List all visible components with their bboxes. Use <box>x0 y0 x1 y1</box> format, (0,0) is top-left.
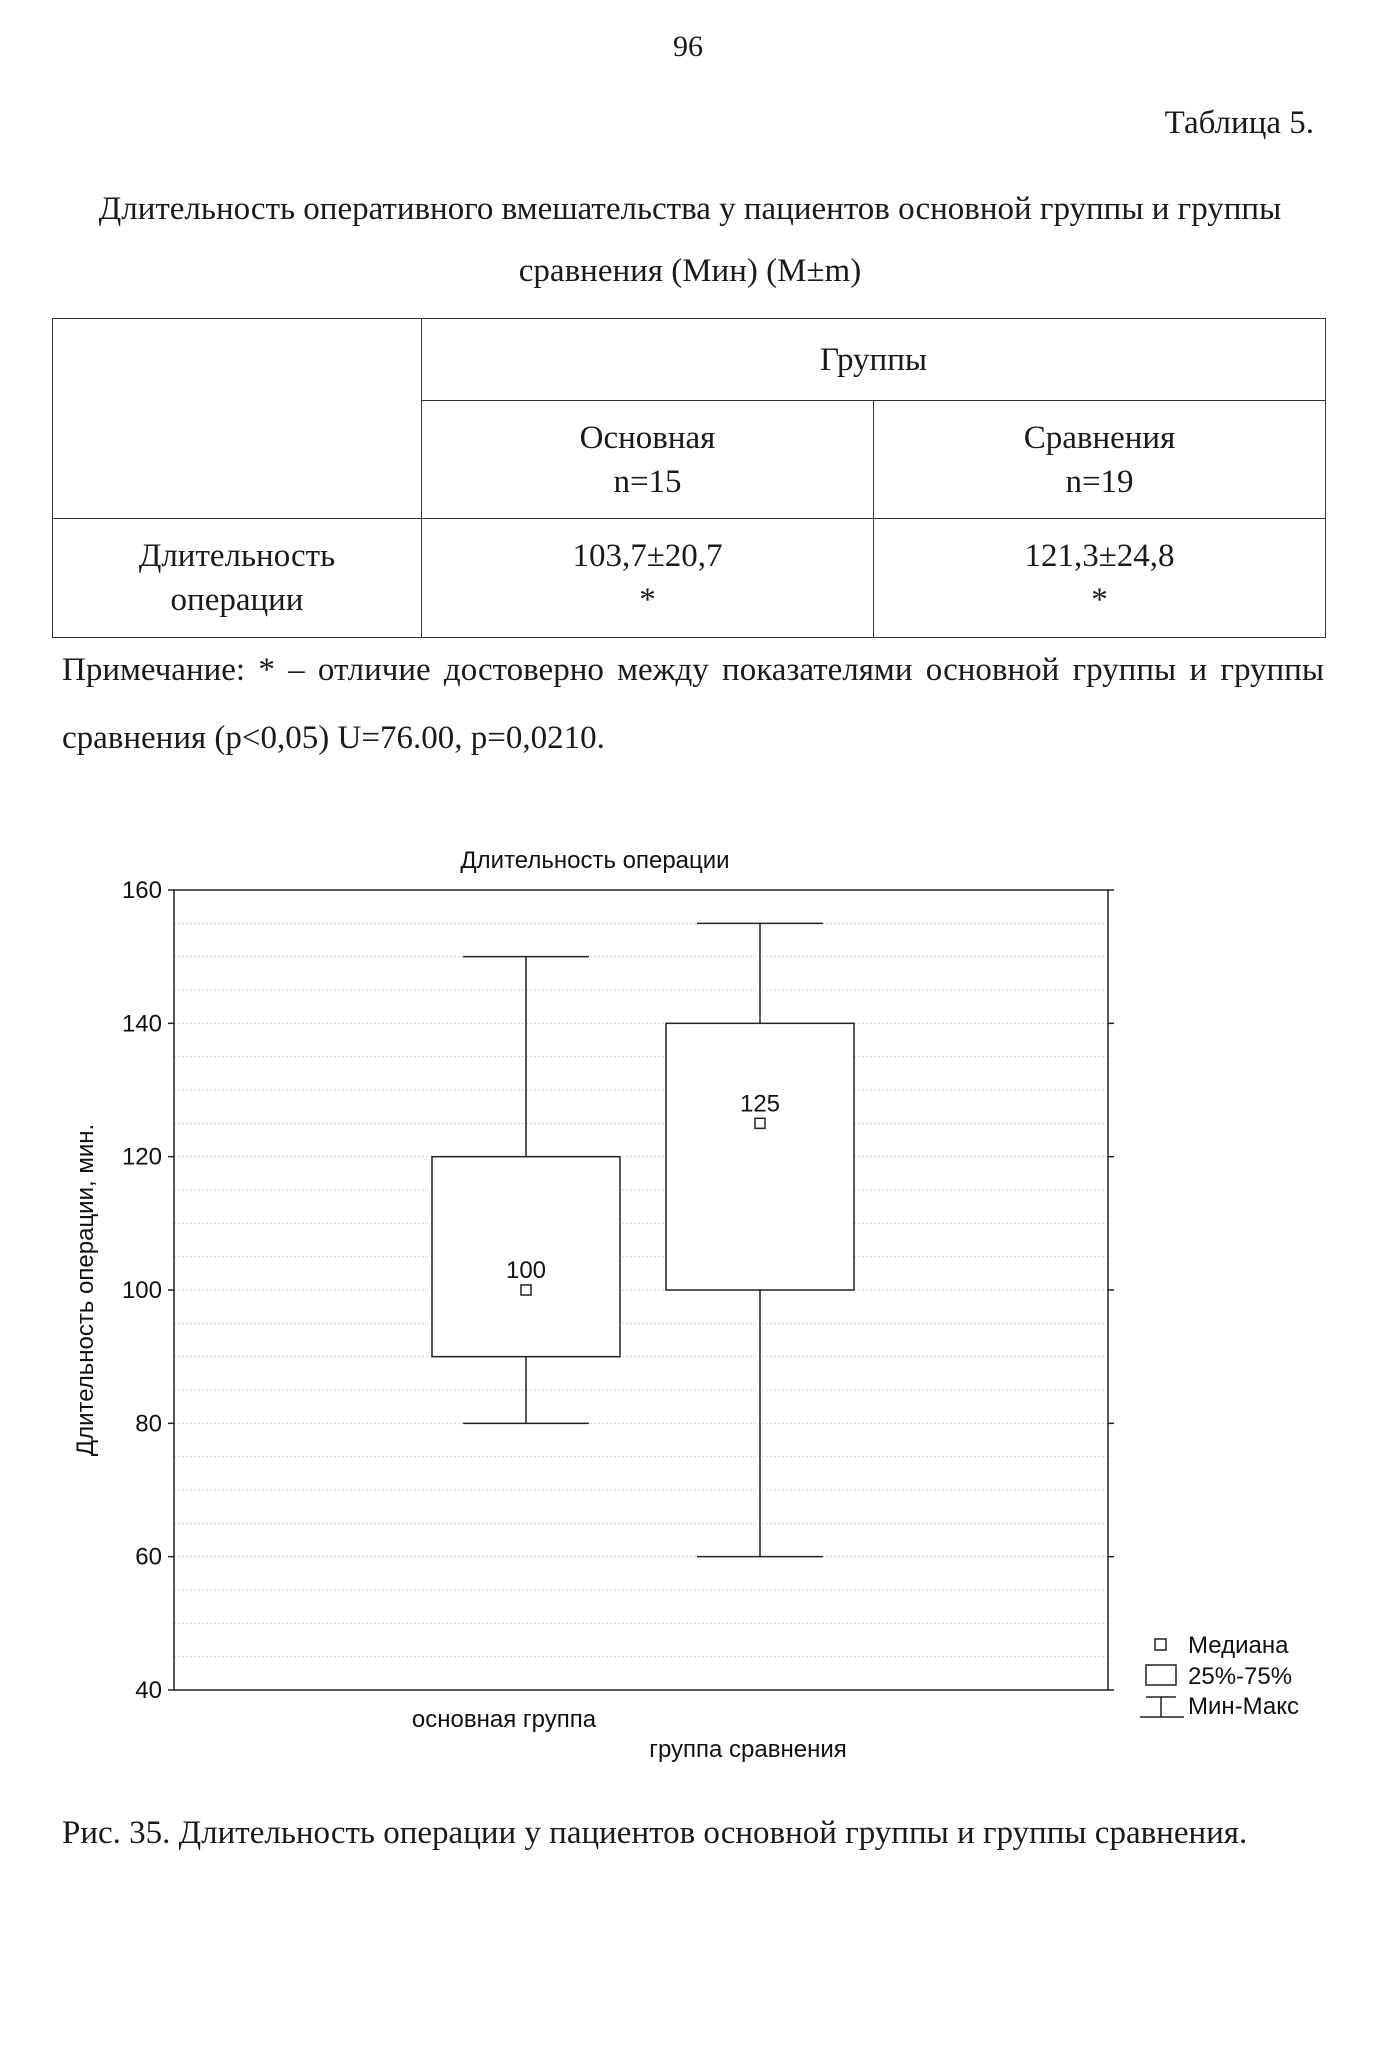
col-header-comparison-name: Сравнения <box>1023 419 1176 456</box>
y-tick-label: 40 <box>135 1677 162 1704</box>
groups-header: Группы <box>422 319 1326 401</box>
legend-whisker-label: Мин-Макс <box>1188 1693 1300 1720</box>
y-tick-label: 100 <box>121 1277 162 1304</box>
median-label: 125 <box>739 1090 781 1118</box>
figure-caption: Рис. 35. Длительность операции у пациентов основной группы и группы сравнения. <box>62 1815 1248 1851</box>
table-note: Примечание: * – отличие достоверно между показателями основной группы и группы сравнения (p<0,05) U=76.00, p=0,0210. <box>62 652 1324 756</box>
row-label-line1: Длительность <box>138 538 336 574</box>
cell-main-value <box>422 519 874 638</box>
y-tick-label: 120 <box>121 1143 162 1171</box>
row-label <box>53 519 422 638</box>
cell-comparison-mean: 121,3±24,8 <box>1024 538 1175 574</box>
median-marker <box>755 1118 765 1128</box>
table-title: Длительность оперативного вмешательства у пациентов основной группы и группы сравнения (Мин) (M±m) <box>98 191 1282 289</box>
cell-main-mean: 103,7±20,7 <box>572 538 723 574</box>
box-plot-chart <box>48 815 1338 1765</box>
cell-main-mark: * <box>639 582 656 618</box>
legend-median-symbol <box>1155 1639 1166 1650</box>
legend-box-label: 25%-75% <box>1188 1663 1293 1690</box>
empty-header-cell <box>53 319 422 519</box>
table-label: Таблица 5. <box>1164 105 1314 141</box>
y-tick-label: 160 <box>121 877 162 904</box>
col-header-main-name: Основная <box>579 419 716 456</box>
y-tick-label: 140 <box>121 1010 162 1038</box>
chart-title: Длительность операции <box>460 847 730 874</box>
data-table <box>52 318 1326 638</box>
cell-comparison-value <box>874 519 1326 638</box>
box-iqr <box>666 1023 854 1290</box>
x-category-label: группа сравнения <box>649 1736 847 1763</box>
col-header-comparison-n: n=19 <box>1065 463 1134 500</box>
col-header-main <box>422 401 874 519</box>
y-tick-label: 80 <box>135 1410 162 1438</box>
legend-median-label: Медиана <box>1188 1632 1289 1659</box>
col-header-comparison <box>874 401 1326 519</box>
y-tick-label: 60 <box>135 1543 162 1571</box>
median-marker <box>521 1285 531 1295</box>
y-axis-label: Длительность операции, мин. <box>72 1123 99 1457</box>
median-label: 100 <box>505 1257 547 1284</box>
cell-comparison-mark: * <box>1091 582 1108 618</box>
table-row <box>53 519 1326 638</box>
page-number: 96 <box>673 30 703 63</box>
row-label-line2: операции <box>170 582 304 618</box>
col-header-main-n: n=15 <box>613 463 682 500</box>
x-category-label: основная группа <box>411 1706 597 1733</box>
legend-box-symbol <box>1146 1665 1176 1685</box>
